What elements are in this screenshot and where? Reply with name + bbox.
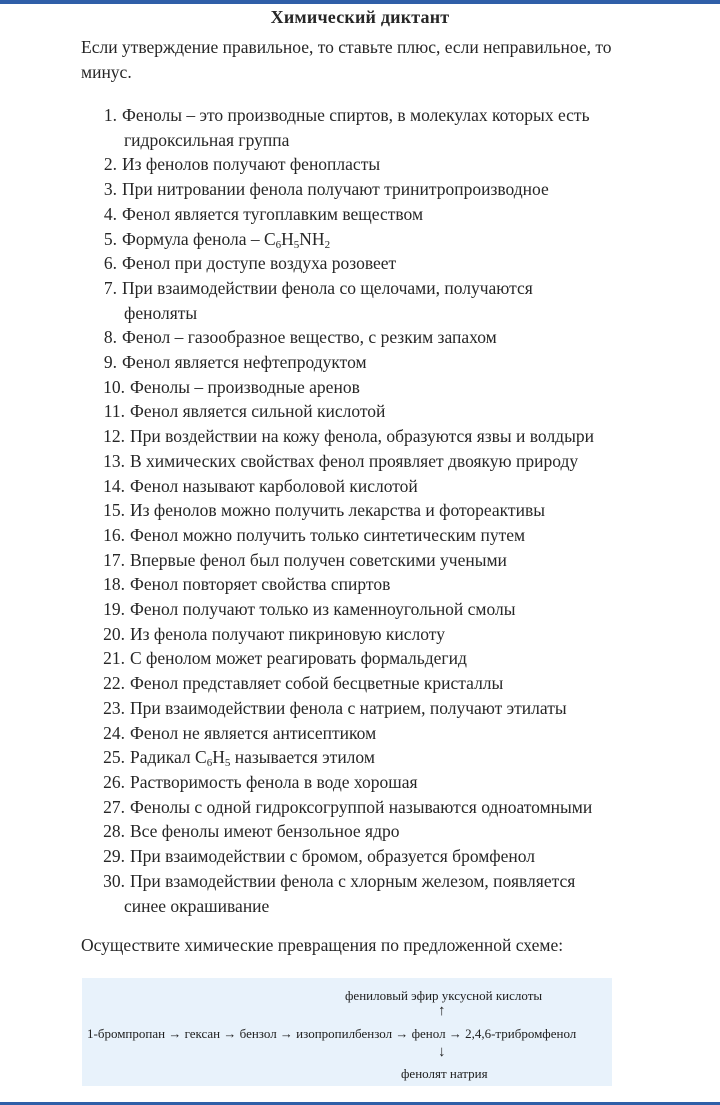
list-item: 22. Фенол представляет собой бесцветные кристаллы [0, 671, 720, 696]
item-number: 28. [103, 821, 125, 842]
item-number: 9. [103, 352, 117, 373]
list-item: 25. Радикал $С_6Н_5$ называется этилом [0, 745, 720, 770]
item-number: 2. [103, 154, 117, 175]
list-item: 2. Из фенолов получают фенопласты [0, 152, 720, 177]
item-number: 7. [103, 277, 117, 298]
top-accent-bar [0, 0, 720, 4]
list-item: 4. Фенол является тугоплавким веществом [0, 202, 720, 227]
item-number: 1. [103, 105, 117, 125]
list-item: 21. С фенолом может реагировать формальдегид [0, 646, 720, 671]
list-item: 18. Фенол повторяет свойства спиртов [0, 572, 720, 597]
list-item: 19. Фенол получают только из каменноугольной смолы [0, 597, 720, 622]
list-item: 24. Фенол не является антисептиком [0, 721, 720, 746]
page-title: Химический диктант [270, 7, 450, 27]
list-item: 9. Фенол является нефтепродуктом [0, 350, 720, 375]
scheme-side-product: фениловый эфир уксусной кислоты [345, 988, 543, 1003]
list-item: 15. Из фенолов можно получить лекарства и фотореактивы [0, 498, 720, 523]
reaction-scheme [82, 978, 612, 1086]
item-number: 8. [103, 327, 117, 348]
list-item: 1. Фенолы – это производные спиртов, в молекулах которых есть гидроксильная группа [0, 103, 720, 152]
scheme-main-chain: 1-бромпропан → гексан → бензол → изопропилбензол → фенол → 2,4,6-трибромфенол [87, 1026, 577, 1041]
list-item: 28. Все фенолы имеют бензольное ядро [0, 819, 720, 844]
down-arrow-icon: ↓ [438, 1044, 446, 1060]
list-item: 13. В химических свойствах фенол проявляет двоякую природу [0, 449, 720, 474]
item-number: 21. [103, 648, 125, 669]
list-item: 30. При взамодействии фенола с хлорным железом, появляется синее окрашивание [0, 869, 720, 918]
item-number: 29. [103, 846, 125, 867]
list-item: 3. При нитровании фенола получают тринитропроизводное [0, 177, 720, 202]
list-item: 7. При взаимодействии фенола со щелочами, получаются феноляты [0, 276, 720, 325]
item-number: 23. [103, 697, 125, 718]
item-number: 3. [103, 179, 117, 200]
list-item: 14. Фенол называют карболовой кислотой [0, 474, 720, 499]
task-text: Осуществите химические превращения по предложенной схеме: [81, 935, 564, 955]
dictation-list [0, 103, 720, 918]
item-number: 6. [103, 253, 117, 274]
up-arrow-icon: ↑ [438, 1003, 446, 1019]
item-number: 11. [103, 401, 125, 422]
list-item: 8. Фенол – газообразное вещество, с резким запахом [0, 325, 720, 350]
item-number: 22. [103, 673, 125, 694]
list-item: 16. Фенол можно получить только синтетическим путем [0, 523, 720, 548]
list-item: 11. Фенол является сильной кислотой [0, 399, 720, 424]
item-number: 25. [103, 747, 125, 768]
list-item: 29. При взаимодействии с бромом, образуется бромфенол [0, 844, 720, 869]
item-number: 10. [103, 376, 125, 397]
item-number: 12. [103, 426, 125, 447]
item-number: 20. [103, 623, 125, 644]
list-item: 12. При воздействии на кожу фенола, образуются язвы и волдыри [0, 424, 720, 449]
item-number: 19. [103, 599, 125, 620]
item-number: 4. [103, 203, 117, 224]
item-number: 24. [103, 722, 125, 743]
item-number: 16. [103, 524, 125, 545]
item-number: 26. [103, 771, 125, 792]
item-number: 13. [103, 450, 125, 471]
item-number: 27. [103, 796, 125, 817]
list-item: 17. Впервые фенол был получен советскими учеными [0, 548, 720, 573]
item-number: 5. [103, 228, 117, 249]
item-number: 18. [103, 574, 125, 595]
list-item: 6. Фенол при доступе воздуха розовеет [0, 251, 720, 276]
list-item: 20. Из фенола получают пикриновую кислоту [0, 622, 720, 647]
item-number: 17. [103, 549, 125, 570]
instructions: Если утверждение правильное, то ставьте плюс, если неправильное, то минус. [81, 37, 612, 82]
scheme-bottom-product: фенолят натрия [401, 1066, 488, 1081]
list-item: 23. При взаимодействии фенола с натрием, получают этилаты [0, 696, 720, 721]
list-item: 27. Фенолы с одной гидроксогруппой называются одноатомными [0, 795, 720, 820]
item-number: 30. [103, 870, 125, 891]
list-item: 5. Формула фенола – $С_6Н_5NН_2$ [0, 227, 720, 252]
item-number: 15. [103, 500, 125, 521]
list-item: 10. Фенолы – производные аренов [0, 375, 720, 400]
list-item: 26. Растворимость фенола в воде хорошая [0, 770, 720, 795]
item-number: 14. [103, 475, 125, 496]
